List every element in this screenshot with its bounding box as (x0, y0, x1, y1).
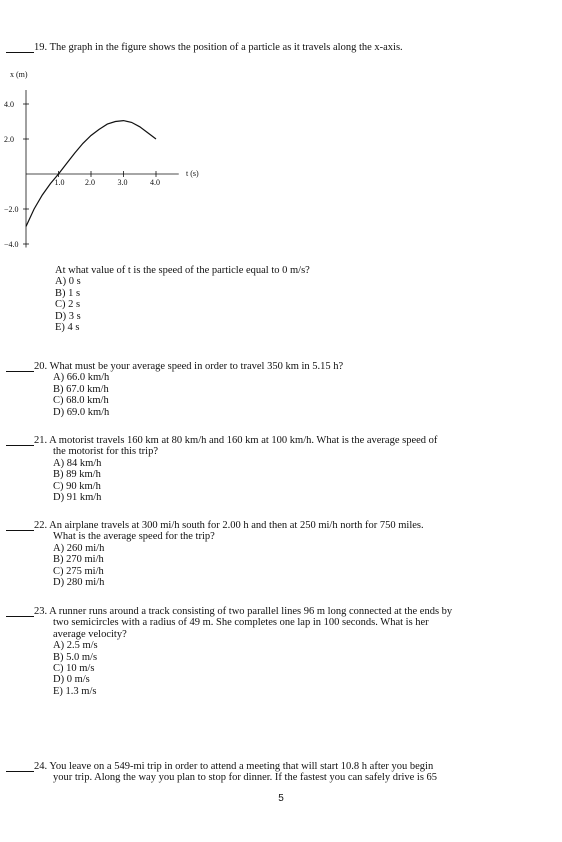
question-23 (6, 606, 452, 697)
y-tick-label: −2.0 (4, 205, 19, 214)
question-number: 21. (34, 435, 48, 446)
option-e[interactable]: E) 1.3 m/s (53, 685, 97, 697)
option-a[interactable]: A) 0 s (55, 276, 81, 288)
option-d[interactable]: D) 0 m/s (53, 674, 90, 686)
option-c[interactable]: C) 10 m/s (53, 663, 95, 675)
question-number: 20. (34, 361, 48, 372)
question-stem-line-2: two semicircles with a radius of 49 m. She completes one lap in 100 seconds. What is her (53, 617, 429, 629)
option-d[interactable]: D) 280 mi/h (53, 577, 105, 589)
x-tick-label: 2.0 (85, 178, 95, 187)
y-axis-label: x (m) (10, 70, 28, 79)
question-20-header (6, 361, 343, 372)
question-24 (6, 761, 437, 784)
question-stem: What must be your average speed in order to travel 350 km in 5.15 h? (49, 361, 344, 372)
question-19 (6, 42, 403, 53)
x-tick-label: 1.0 (54, 178, 65, 187)
question-23-header (6, 606, 452, 617)
x-tick-label: 4.0 (150, 178, 160, 187)
answer-blank[interactable] (6, 445, 34, 446)
option-a[interactable]: A) 260 mi/h (53, 542, 105, 554)
y-tick-label: 4.0 (4, 100, 14, 109)
option-b[interactable]: B) 270 mi/h (53, 554, 104, 566)
y-tick-label: −4.0 (4, 240, 19, 249)
options-list (6, 543, 424, 589)
option-b[interactable]: B) 1 s (55, 287, 81, 299)
question-21-header (6, 435, 437, 446)
x-axis-label: t (s) (186, 169, 199, 178)
question-number: 24. (34, 761, 48, 772)
question-stem-line-1: A motorist travels 160 km at 80 km/h and 160 km at 100 km/h. What is the average speed of (49, 435, 438, 446)
page-number: 5 (278, 793, 284, 804)
option-e[interactable]: E) 4 s (55, 322, 80, 334)
option-d[interactable]: D) 3 s (55, 310, 81, 322)
question-24-header (6, 761, 437, 772)
answer-blank[interactable] (6, 771, 34, 772)
option-b[interactable]: B) 5.0 m/s (53, 651, 98, 663)
question-stem-line-3: average velocity? (53, 628, 127, 640)
answer-blank[interactable] (6, 52, 34, 53)
position-time-graph (0, 68, 230, 258)
option-c[interactable]: C) 90 km/h (53, 480, 101, 492)
option-c[interactable]: C) 275 mi/h (53, 565, 104, 577)
answer-blank[interactable] (6, 616, 34, 617)
question-19-header (6, 42, 403, 53)
answer-blank[interactable] (6, 371, 34, 372)
question-stem-line-2: your trip. Along the way you plan to stop for dinner. If the fastest you can safely drive is 65 (53, 772, 438, 784)
question-stem-line-1: An airplane travels at 300 mi/h south for 2.00 h and then at 250 mi/h north for 750 miles. (49, 520, 424, 531)
question-22 (6, 520, 424, 588)
ticks (4, 100, 160, 249)
question-20 (6, 361, 343, 418)
question-prompt: At what value of t is the speed of the particle equal to 0 m/s? (55, 265, 310, 276)
option-b[interactable]: B) 89 km/h (53, 469, 101, 481)
answer-blank[interactable] (6, 530, 34, 531)
question-number: 22. (34, 520, 48, 531)
options-list (55, 276, 310, 333)
axes (26, 90, 179, 248)
option-d[interactable]: D) 69.0 km/h (53, 406, 110, 418)
option-c[interactable]: C) 2 s (55, 299, 81, 311)
option-d[interactable]: D) 91 km/h (53, 492, 102, 504)
question-number: 19. (34, 42, 48, 53)
option-c[interactable]: C) 68.0 km/h (53, 395, 109, 407)
options-list (6, 640, 452, 697)
question-19-body (55, 265, 310, 333)
question-21 (6, 435, 437, 503)
y-tick-label: 2.0 (4, 135, 14, 144)
option-a[interactable]: A) 84 km/h (53, 457, 102, 469)
question-stem-line-2: What is the average speed for the trip? (53, 531, 215, 543)
question-stem-line-1: You leave on a 549-mi trip in order to attend a meeting that will start 10.8 h after you begin (49, 761, 434, 772)
question-stem: The graph in the figure shows the position of a particle as it travels along the x-axis. (49, 42, 403, 53)
question-number: 23. (34, 606, 48, 617)
question-stem-line-2: the motorist for this trip? (53, 446, 158, 458)
option-a[interactable]: A) 66.0 km/h (53, 372, 110, 384)
option-b[interactable]: B) 67.0 km/h (53, 383, 109, 395)
x-tick-label: 3.0 (117, 178, 128, 187)
option-a[interactable]: A) 2.5 m/s (53, 640, 98, 652)
options-list (6, 372, 343, 418)
question-stem-line-1: A runner runs around a track consisting of two parallel lines 96 m long connected at the ends by (49, 606, 453, 617)
question-22-header (6, 520, 424, 531)
options-list (6, 458, 437, 504)
